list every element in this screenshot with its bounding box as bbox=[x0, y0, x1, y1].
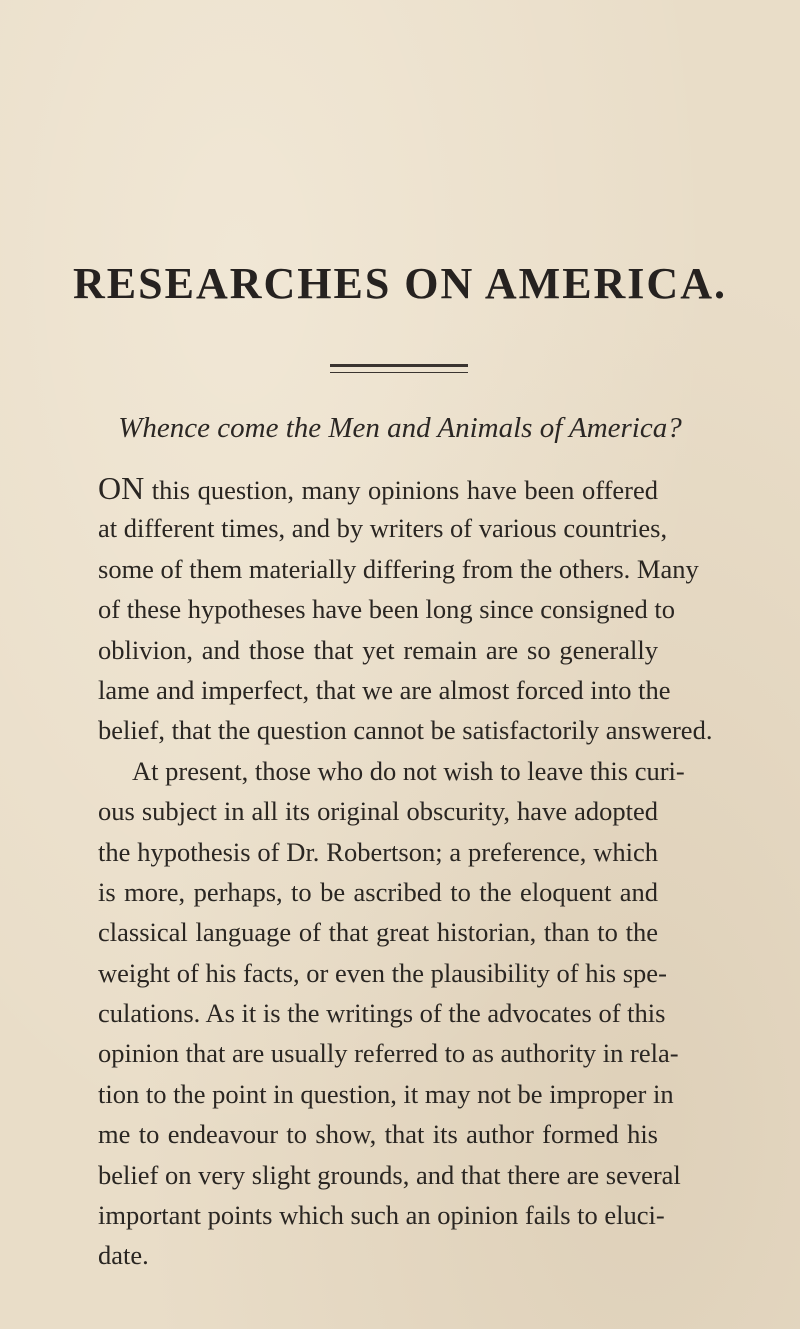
body-line-10: the hypothesis of Dr. Robertson; a preference, which bbox=[98, 836, 658, 867]
body-line-19: important points which such an opinion fails to eluci- bbox=[98, 1200, 665, 1231]
body-line-1 bbox=[98, 468, 658, 508]
body-line-18: belief on very slight grounds, and that there are several bbox=[98, 1159, 681, 1190]
body-line-6: lame and imperfect, that we are almost forced into the bbox=[98, 674, 671, 705]
body-line-20: date. bbox=[98, 1240, 149, 1271]
body-line-2: at different times, and by writers of various countries, bbox=[98, 513, 668, 544]
section-subtitle: Whence come the Men and Animals of America? bbox=[118, 412, 682, 444]
body-line-16: tion to the point in question, it may not be improper in bbox=[98, 1078, 674, 1109]
body-line-12: classical language of that great historian, than to the bbox=[98, 917, 658, 948]
body-text bbox=[98, 468, 713, 1276]
title-divider-rule bbox=[330, 364, 468, 373]
body-line-3: some of them materially differing from the others. Many bbox=[98, 553, 699, 584]
body-line-15: opinion that are usually referred to as authority in rela- bbox=[98, 1038, 679, 1069]
body-line-8: At present, those who do not wish to leave this curi- bbox=[132, 755, 685, 786]
body-line-9: ous subject in all its original obscurity, have adopted bbox=[98, 796, 658, 827]
body-line-text: this question, many opinions have been offered bbox=[144, 475, 658, 505]
body-line-11: is more, perhaps, to be ascribed to the eloquent and bbox=[98, 876, 658, 907]
body-line-7: belief, that the question cannot be satisfactorily answered. bbox=[98, 715, 713, 746]
body-line-13: weight of his facts, or even the plausibility of his spe- bbox=[98, 957, 667, 988]
body-line-14: culations. As it is the writings of the advocates of this bbox=[98, 998, 666, 1029]
body-line-17: me to endeavour to show, that its author formed his bbox=[98, 1119, 658, 1150]
page-title: RESEARCHES ON AMERICA. bbox=[73, 259, 727, 308]
body-line-5: oblivion, and those that yet remain are so generally bbox=[98, 634, 658, 665]
drop-initial: ON bbox=[98, 470, 145, 506]
body-line-4: of these hypotheses have been long since consigned to bbox=[98, 594, 675, 625]
